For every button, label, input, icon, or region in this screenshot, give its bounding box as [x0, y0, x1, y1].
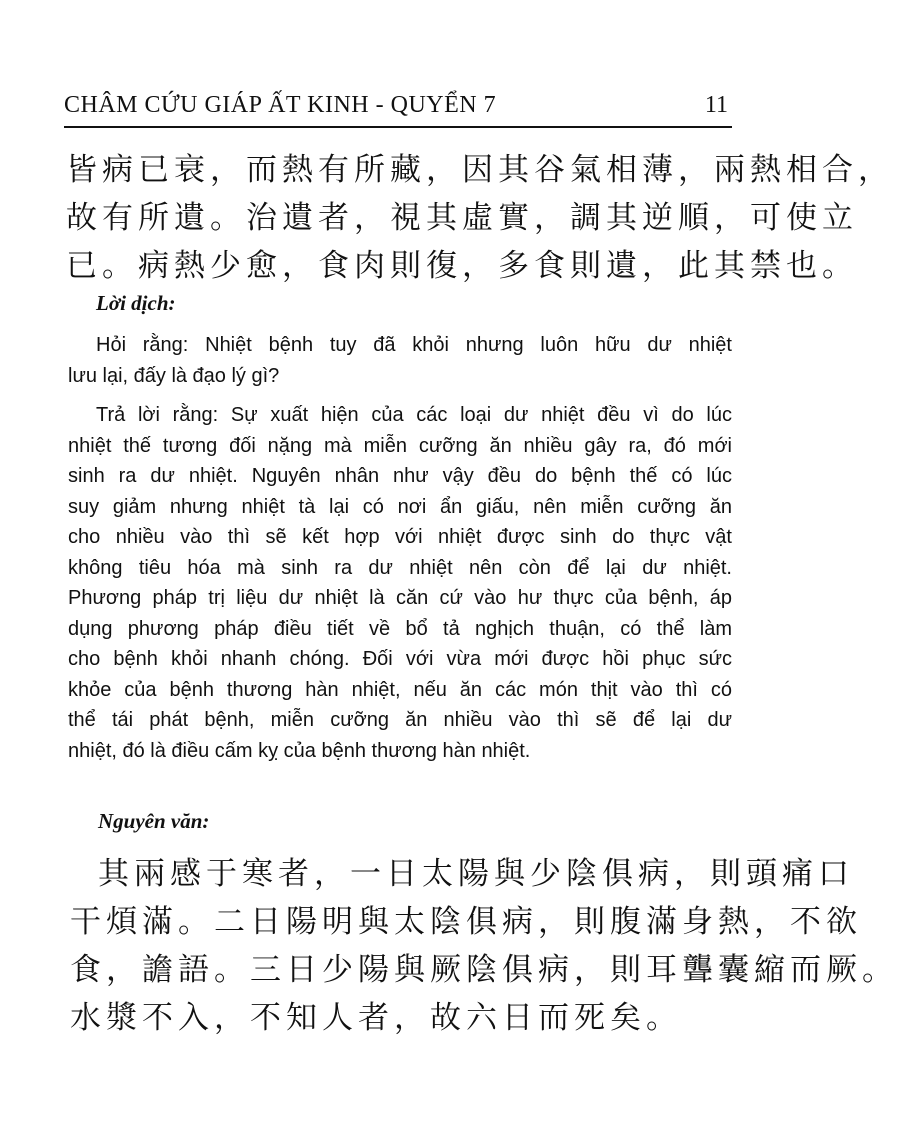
text-line: Phương pháp trị liệu dư nhiệt là căn cứ vào hư thực của bệnh, áp [68, 587, 732, 609]
translation-question [68, 330, 732, 391]
text-line: dụng phương pháp điều tiết về bổ tả nghịch thuận, có thể làm [68, 617, 732, 640]
text-line: không tiêu hóa mà sinh ra dư nhiệt nên còn để lại dư nhiệt. [68, 556, 732, 579]
text-line: khỏe của bệnh thương hàn nhiệt, nếu ăn các món thịt vào thì có [68, 678, 732, 701]
translation-answer [68, 400, 732, 766]
chinese-line: 故有所遺。治遺者，視其虛實，調其逆順，可使立 [66, 200, 858, 236]
text-line: cho bệnh khỏi nhanh chóng. Đối với vừa mới được hồi phục sức [68, 648, 732, 670]
page-number: 11 [704, 92, 728, 118]
page-header [64, 90, 732, 128]
running-title: CHÂM CỨU GIÁP ẤT KINH - QUYỂN 7 [64, 92, 497, 118]
chinese-line: 已。病熱少愈，食肉則復，多食則遺，此其禁也。 [66, 248, 858, 284]
chinese-line: 其兩感于寒者，一日太陽與少陰俱病，則頭痛口 [98, 856, 854, 892]
text-line: sinh ra dư nhiệt. Nguyên nhân như vậy đều do bệnh thế có lúc [68, 465, 732, 487]
text-line: thể tái phát bệnh, miễn cưỡng ăn nhiều vào thì sẽ để lại dư [68, 709, 732, 731]
chinese-text-continued [66, 146, 894, 290]
chinese-original-text [70, 850, 898, 1042]
text-line: nhiệt thế tương đối nặng mà miễn cưỡng ăn nhiều gây ra, đó mới [68, 434, 732, 457]
text-line: nhiệt, đó là điều cấm kỵ của bệnh thương hàn nhiệt. [68, 739, 531, 762]
translation-label: Lời dịch: [96, 291, 176, 315]
chinese-line: 皆病已衰，而熱有所藏，因其谷氣相薄，兩熱相合， [66, 152, 894, 188]
chinese-line: 食，譫語。三日少陽與厥陰俱病，則耳聾囊縮而厥。 [70, 952, 898, 988]
text-line: cho nhiều vào thì sẽ kết hợp với nhiệt được sinh do thực vật [68, 526, 732, 548]
original-text-label: Nguyên văn: [98, 809, 210, 833]
text-line: Hỏi rằng: Nhiệt bệnh tuy đã khỏi nhưng luôn hữu dư nhiệt [96, 334, 732, 356]
chinese-line: 水漿不入，不知人者，故六日而死矣。 [70, 1000, 682, 1036]
text-line: suy giảm nhưng nhiệt tà lại có nơi ẩn giấu, nên miễn cưỡng ăn [68, 495, 732, 518]
text-line: Trả lời rằng: Sự xuất hiện của các loại dư nhiệt đều vì do lúc [96, 404, 732, 426]
chinese-line: 干煩滿。二日陽明與太陰俱病，則腹滿身熱，不欲 [70, 904, 862, 940]
text-line: lưu lại, đấy là đạo lý gì? [68, 364, 280, 387]
